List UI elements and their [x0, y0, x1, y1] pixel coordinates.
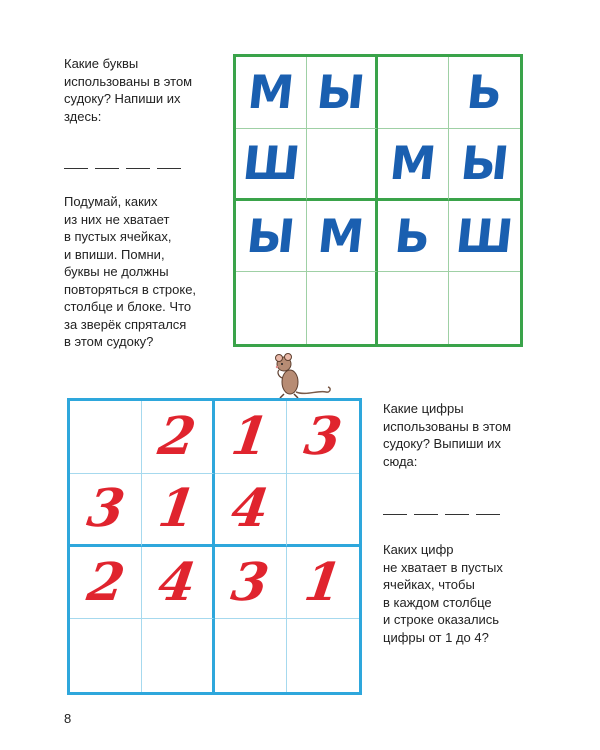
cell-letter: Ы [244, 208, 298, 263]
sudoku-cell[interactable] [307, 57, 378, 129]
cell-letter: Ш [453, 208, 516, 263]
cell-letter: М [315, 208, 367, 263]
sudoku-cell[interactable] [142, 401, 214, 474]
answer-blank[interactable] [445, 514, 469, 515]
sudoku-cell[interactable] [215, 474, 287, 547]
sudoku-cell[interactable] [236, 129, 307, 201]
sudoku-cell[interactable] [236, 57, 307, 129]
sudoku-cell[interactable] [142, 619, 214, 692]
cell-digit: 4 [227, 478, 273, 540]
cell-letter: Ш [239, 136, 303, 191]
cell-digit: 2 [83, 551, 129, 613]
sudoku-cell[interactable] [142, 474, 214, 547]
sudoku-cell[interactable] [449, 201, 520, 273]
answer-blank[interactable] [383, 514, 407, 515]
answer-blank[interactable] [157, 168, 181, 169]
sudoku-cell[interactable] [70, 547, 142, 620]
sudoku-cell[interactable] [449, 272, 520, 344]
letters-instruction: Подумай, каких из них не хватает в пустых ячейках, и впиши. Помни, буквы не должны повторяться в строке, столбце и блоке. Что за зверёк спрятался в этом судоку? [64, 194, 197, 349]
answer-blank[interactable] [414, 514, 438, 515]
sudoku-cell[interactable] [378, 129, 449, 201]
sudoku-cell[interactable] [378, 272, 449, 344]
letters-question: Какие буквы использованы в этом судоку? Напиши их здесь: [64, 56, 193, 124]
sudoku-cell[interactable] [236, 201, 307, 273]
sudoku-cell[interactable] [215, 401, 287, 474]
cell-letter: Ы [457, 136, 512, 191]
letters-sudoku-grid [233, 54, 523, 347]
answer-blank[interactable] [476, 514, 500, 515]
sudoku-cell[interactable] [287, 474, 359, 547]
sudoku-cell[interactable] [449, 57, 520, 129]
sudoku-cell[interactable] [215, 547, 287, 620]
sudoku-cell[interactable] [378, 57, 449, 129]
sudoku-cell[interactable] [307, 201, 378, 273]
digits-answer-blanks[interactable] [383, 514, 500, 515]
digits-instruction: Каких цифр не хватает в пустых ячейках, чтобы в каждом столбце и строке оказались цифры от 1 до 4? [383, 542, 503, 645]
digits-question: Какие цифры использованы в этом судоку? Выпиши их сюда: [383, 401, 512, 469]
sudoku-cell[interactable] [287, 401, 359, 474]
sudoku-cell[interactable] [287, 547, 359, 620]
cell-letter: М [387, 136, 439, 191]
answer-blank[interactable] [95, 168, 119, 169]
sudoku-cell[interactable] [378, 201, 449, 273]
sudoku-cell[interactable] [70, 619, 142, 692]
cell-digit: 1 [154, 478, 200, 540]
cell-letter: Ь [392, 208, 434, 263]
mouse-icon [266, 352, 336, 400]
answer-blank[interactable] [126, 168, 150, 169]
cell-digit: 3 [227, 551, 273, 613]
sudoku-cell[interactable] [70, 474, 142, 547]
sudoku-cell[interactable] [449, 129, 520, 201]
cell-digit: 4 [154, 551, 200, 613]
cell-digit: 3 [300, 406, 346, 468]
sudoku-cell[interactable] [215, 619, 287, 692]
cell-letter: Ь [464, 65, 505, 120]
answer-blank[interactable] [64, 168, 88, 169]
letters-answer-blanks[interactable] [64, 168, 181, 169]
cell-digit: 1 [300, 551, 346, 613]
cell-letter: Ы [314, 65, 368, 120]
digits-sudoku-grid [67, 398, 362, 695]
cell-digit: 2 [154, 406, 200, 468]
sudoku-cell[interactable] [307, 272, 378, 344]
cell-letter: М [245, 65, 297, 120]
sudoku-cell[interactable] [70, 401, 142, 474]
cell-digit: 3 [83, 478, 129, 540]
sudoku-cell[interactable] [307, 129, 378, 201]
page-number: 8 [64, 711, 72, 726]
sudoku-cell[interactable] [236, 272, 307, 344]
sudoku-cell[interactable] [142, 547, 214, 620]
cell-digit: 1 [227, 406, 273, 468]
sudoku-cell[interactable] [287, 619, 359, 692]
